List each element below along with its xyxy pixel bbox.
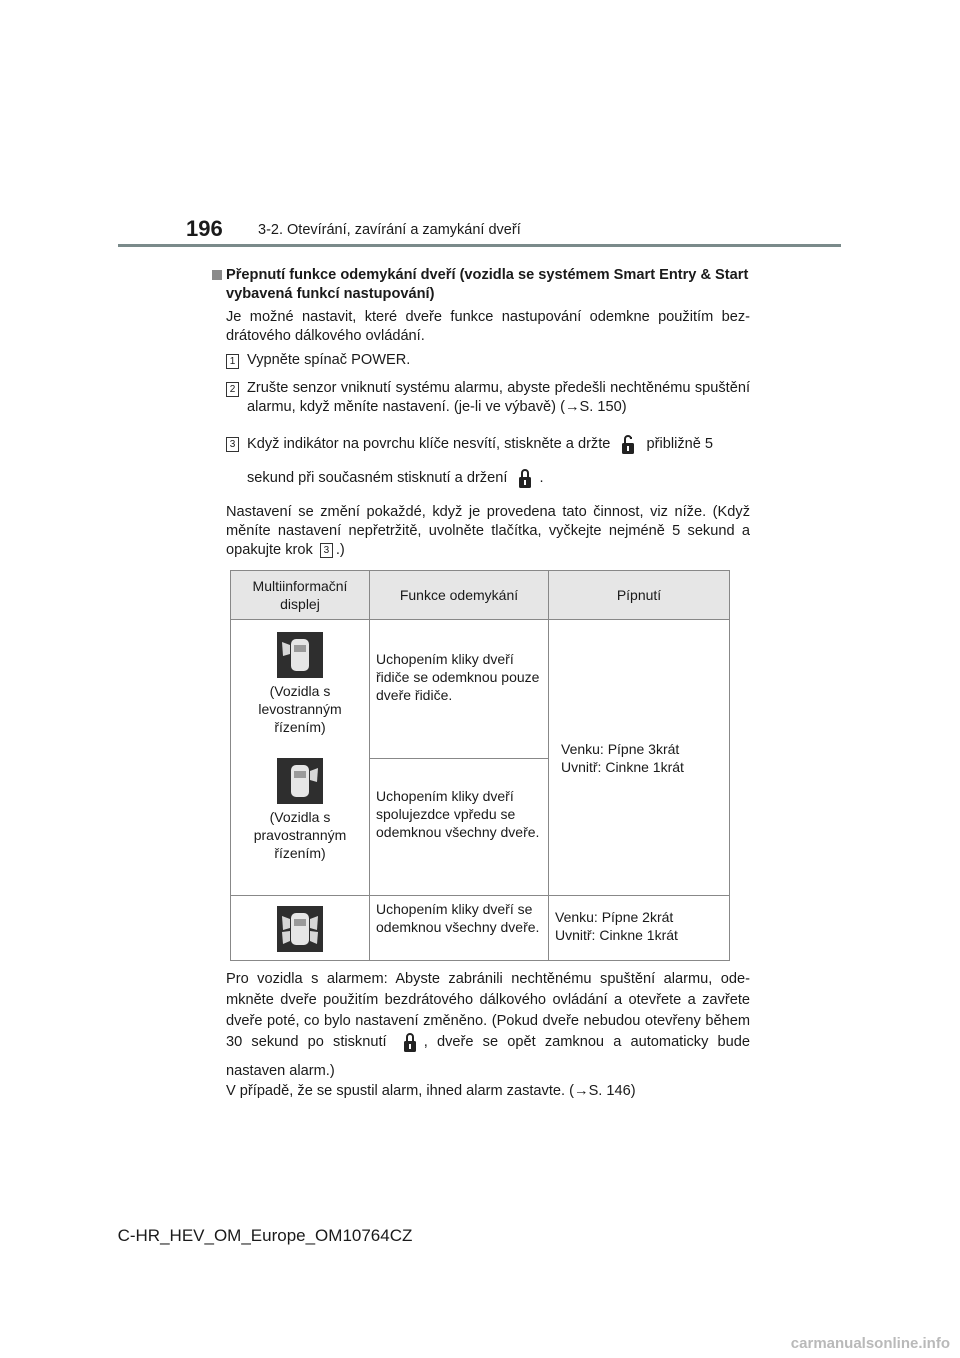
beep-cell: Venku: Pípne 2krát Uvnitř: Cinkne 1krát [549, 896, 730, 961]
step-3 [226, 431, 750, 499]
step-number: 2 [226, 382, 239, 397]
note-step-number: 3 [320, 543, 333, 558]
alarm-note [226, 969, 750, 1082]
car-display-icon [277, 906, 323, 952]
unlock-key-icon [620, 434, 636, 465]
document-code: C-HR_HEV_OM_Europe_OM10764CZ [117, 1226, 413, 1245]
header-rule [118, 244, 841, 247]
function-cell: Uchopením kliky dveří spolujezdce vpředu se odemknou všechny dveře. [370, 759, 549, 896]
step-text-c: . [539, 470, 544, 486]
step-text-a: Když indikátor na povrchu klíče nesvítí, stiskněte a držte [247, 436, 611, 452]
table-row [231, 620, 730, 759]
display-label-rhd: (Vozidla s pravostranným řízením) [253, 809, 347, 861]
table-row [231, 896, 730, 961]
main-content [212, 266, 750, 1101]
alarm-text-b: , dveře se opět zamknou a automaticky bude nastaven alarm.) [226, 1034, 751, 1079]
alarm-stop-text: V případě, že se spustil alarm, ihned alarm zastavte. (→S. 146) [226, 1083, 636, 1099]
display-cell [231, 896, 370, 961]
step-1 [226, 351, 750, 370]
section-heading [212, 266, 750, 304]
function-cell: Uchopením kliky dveří řidiče se odemknou pouze dveře řidiče. [370, 620, 549, 759]
step-text: Zrušte senzor vniknutí systému alarmu, abyste předešli nechtěnému spuštění alarmu, když měníte nastavení. (je-li ve výbavě) (→S. 150) [247, 380, 750, 415]
heading-text: Přepnutí funkce odemykání dveří (vozidla se systémem Smart Entry & Start vybavená funkcí nastupování) [226, 267, 749, 302]
step-number: 3 [226, 437, 239, 452]
section-title: 3-2. Otevírání, zavírání a zamykání dveří [258, 222, 521, 238]
step-text-b: přibližně 5 sekund při současném stisknutí a držení [247, 436, 714, 486]
function-cell: Uchopením kliky dveří se odemknou všechny dveře. [370, 896, 549, 961]
intro-text: Je možné nastavit, které dveře funkce nastupování odemkne použitím bez-drátového dálkového ovládání. [226, 309, 750, 344]
alarm-text-a: Pro vozidla s alarmem: Abyste zabránili nechtěnému spuštění alarmu, ode-mkněte dveře použitím bezdrátového dálkového ovládání a otevřete a zavřete dveře poté, co bylo nastavení změněno. (Pokud dveře nebudou otevřeny během 30 sekund po stisknutí [226, 971, 750, 1050]
watermark: carmanualsonline.info [790, 1335, 950, 1352]
beep-cell: Venku: Pípne 3krát Uvnitř: Cinkne 1krát [549, 620, 730, 896]
lock-key-icon [402, 1032, 418, 1061]
square-bullet-icon [212, 270, 222, 280]
note-text-b: .) [335, 542, 345, 558]
car-display-icon [277, 632, 323, 678]
step-2 [226, 379, 750, 417]
header-display: Multiinformační displej [231, 571, 370, 620]
page-number: 196 [186, 216, 223, 241]
display-cell [231, 620, 370, 896]
step-text: Vypněte spínač POWER. [247, 352, 411, 368]
table-header-row [231, 571, 730, 620]
header-beep: Pípnutí [549, 571, 730, 620]
note-text-a: Nastavení se změní pokaždé, když je provedena tato činnost, viz níže. (Když měníte nastavení nepřetržitě, uvolněte tlačítka, vyčkejte nejméně 5 sekund a opakujte krok [226, 504, 750, 558]
car-display-icon [277, 758, 323, 804]
unlock-settings-table [230, 570, 730, 961]
lock-key-icon [517, 468, 533, 499]
header-function: Funkce odemykání [370, 571, 549, 620]
note-text [226, 503, 750, 560]
step-number: 1 [226, 354, 239, 369]
display-label-lhd: (Vozidla s levostranným řízením) [258, 683, 342, 735]
